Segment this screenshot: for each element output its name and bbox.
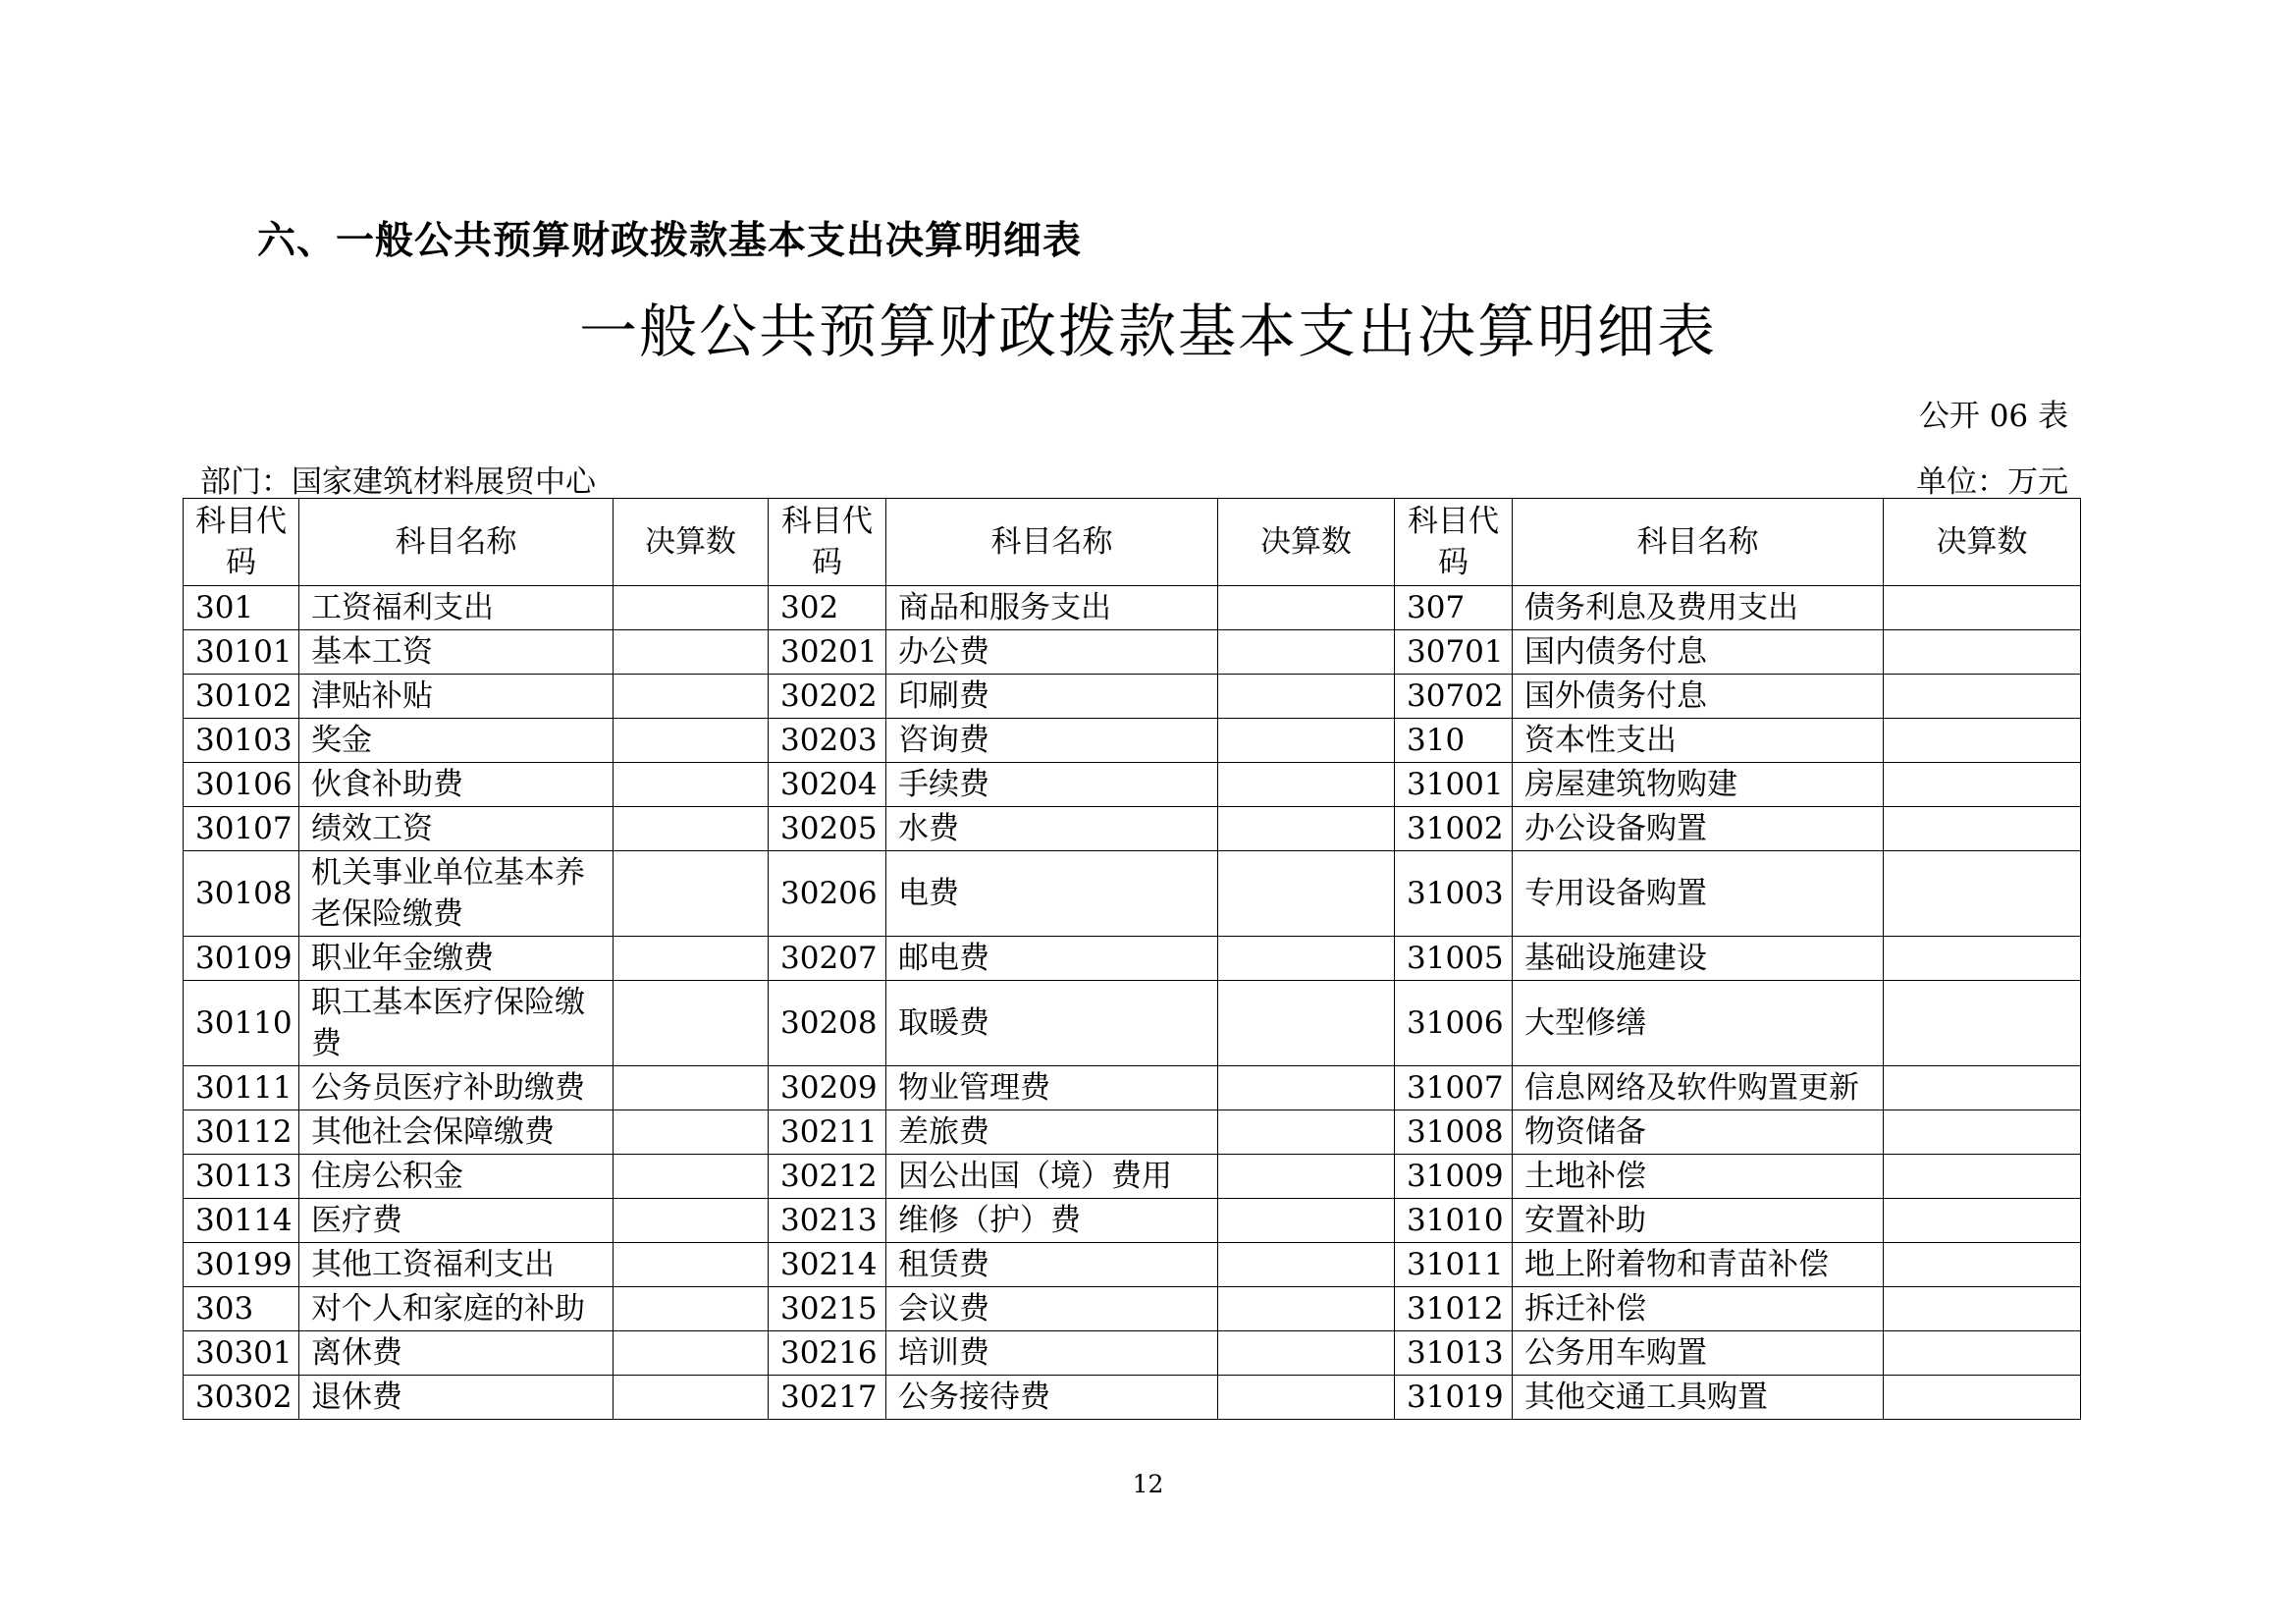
cell-code-3: 30702	[1395, 675, 1513, 719]
cell-code-1: 30109	[184, 937, 299, 981]
table-row	[184, 586, 2081, 630]
cell-name-2: 会议费	[886, 1287, 1218, 1331]
cell-amount-1	[614, 719, 769, 763]
cell-amount-1	[614, 1155, 769, 1199]
header-name-3: 科目名称	[1513, 499, 1884, 586]
cell-amount-2	[1218, 763, 1395, 807]
cell-name-3: 办公设备购置	[1513, 807, 1884, 851]
cell-amount-3	[1884, 1110, 2081, 1155]
cell-code-3: 31013	[1395, 1331, 1513, 1376]
cell-code-2: 30213	[769, 1199, 886, 1243]
cell-amount-2	[1218, 807, 1395, 851]
cell-code-3: 31012	[1395, 1287, 1513, 1331]
cell-amount-2	[1218, 1243, 1395, 1287]
cell-amount-2	[1218, 1331, 1395, 1376]
cell-amount-3	[1884, 1243, 2081, 1287]
cell-name-2: 办公费	[886, 630, 1218, 675]
cell-code-3: 31003	[1395, 851, 1513, 937]
cell-name-2: 咨询费	[886, 719, 1218, 763]
cell-amount-1	[614, 1110, 769, 1155]
table-row	[184, 1110, 2081, 1155]
table-row	[184, 1376, 2081, 1420]
cell-amount-1	[614, 851, 769, 937]
cell-amount-1	[614, 1331, 769, 1376]
cell-amount-1	[614, 630, 769, 675]
table-row	[184, 719, 2081, 763]
cell-code-3: 30701	[1395, 630, 1513, 675]
cell-amount-2	[1218, 719, 1395, 763]
cell-name-3: 国外债务付息	[1513, 675, 1884, 719]
form-number: 公开 06 表	[1918, 399, 2068, 434]
cell-code-2: 302	[769, 586, 886, 630]
cell-code-2: 30212	[769, 1155, 886, 1199]
cell-name-1: 住房公积金	[299, 1155, 614, 1199]
cell-name-2: 电费	[886, 851, 1218, 937]
cell-code-3: 31007	[1395, 1066, 1513, 1110]
table-row	[184, 1199, 2081, 1243]
cell-code-3: 31002	[1395, 807, 1513, 851]
table-row	[184, 675, 2081, 719]
table-row	[184, 1243, 2081, 1287]
header-name-2: 科目名称	[886, 499, 1218, 586]
cell-amount-3	[1884, 675, 2081, 719]
table-header-row	[184, 499, 2081, 586]
cell-code-2: 30207	[769, 937, 886, 981]
cell-name-3: 安置补助	[1513, 1199, 1884, 1243]
cell-amount-2	[1218, 630, 1395, 675]
cell-amount-3	[1884, 1287, 2081, 1331]
header-code-1: 科目代码	[184, 499, 299, 586]
cell-amount-1	[614, 763, 769, 807]
cell-code-3: 307	[1395, 586, 1513, 630]
table-row	[184, 630, 2081, 675]
cell-name-1: 基本工资	[299, 630, 614, 675]
cell-name-3: 拆迁补偿	[1513, 1287, 1884, 1331]
cell-name-2: 培训费	[886, 1331, 1218, 1376]
cell-name-1: 其他工资福利支出	[299, 1243, 614, 1287]
cell-amount-3	[1884, 719, 2081, 763]
table-row	[184, 807, 2081, 851]
cell-amount-3	[1884, 981, 2081, 1066]
cell-code-2: 30216	[769, 1331, 886, 1376]
cell-name-2: 维修（护）费	[886, 1199, 1218, 1243]
cell-amount-2	[1218, 937, 1395, 981]
cell-name-3: 基础设施建设	[1513, 937, 1884, 981]
cell-amount-2	[1218, 586, 1395, 630]
cell-code-2: 30204	[769, 763, 886, 807]
table-row	[184, 937, 2081, 981]
cell-code-2: 30202	[769, 675, 886, 719]
cell-amount-1	[614, 675, 769, 719]
cell-name-3: 信息网络及软件购置更新	[1513, 1066, 1884, 1110]
cell-code-2: 30203	[769, 719, 886, 763]
cell-amount-1	[614, 807, 769, 851]
expenditure-detail-table	[183, 498, 2081, 1420]
header-amount-1: 决算数	[614, 499, 769, 586]
cell-name-1: 工资福利支出	[299, 586, 614, 630]
unit-label: 单位：万元	[1916, 464, 2068, 500]
cell-name-3: 其他交通工具购置	[1513, 1376, 1884, 1420]
cell-name-3: 国内债务付息	[1513, 630, 1884, 675]
cell-code-2: 30211	[769, 1110, 886, 1155]
table-row	[184, 1287, 2081, 1331]
cell-code-3: 31019	[1395, 1376, 1513, 1420]
cell-code-1: 30199	[184, 1243, 299, 1287]
table-body	[184, 586, 2081, 1420]
cell-code-3: 31009	[1395, 1155, 1513, 1199]
table-row	[184, 1066, 2081, 1110]
cell-amount-3	[1884, 851, 2081, 937]
cell-amount-1	[614, 586, 769, 630]
cell-amount-2	[1218, 1287, 1395, 1331]
cell-name-3: 债务利息及费用支出	[1513, 586, 1884, 630]
cell-amount-3	[1884, 937, 2081, 981]
cell-amount-2	[1218, 1376, 1395, 1420]
cell-code-1: 30112	[184, 1110, 299, 1155]
cell-amount-1	[614, 1376, 769, 1420]
header-name-1: 科目名称	[299, 499, 614, 586]
cell-amount-3	[1884, 630, 2081, 675]
cell-code-2: 30209	[769, 1066, 886, 1110]
cell-amount-3	[1884, 1155, 2081, 1199]
cell-name-3: 资本性支出	[1513, 719, 1884, 763]
cell-amount-2	[1218, 1155, 1395, 1199]
cell-amount-3	[1884, 807, 2081, 851]
cell-amount-1	[614, 1199, 769, 1243]
cell-name-1: 离休费	[299, 1331, 614, 1376]
cell-name-2: 取暖费	[886, 981, 1218, 1066]
cell-code-1: 30107	[184, 807, 299, 851]
cell-name-1: 对个人和家庭的补助	[299, 1287, 614, 1331]
cell-code-1: 30102	[184, 675, 299, 719]
cell-code-2: 30214	[769, 1243, 886, 1287]
cell-code-1: 30113	[184, 1155, 299, 1199]
cell-name-2: 邮电费	[886, 937, 1218, 981]
header-code-3: 科目代码	[1395, 499, 1513, 586]
section-heading: 六、一般公共预算财政拨款基本支出决算明细表	[257, 219, 1083, 263]
header-amount-2: 决算数	[1218, 499, 1395, 586]
cell-code-2: 30201	[769, 630, 886, 675]
cell-name-1: 职业年金缴费	[299, 937, 614, 981]
cell-name-1: 公务员医疗补助缴费	[299, 1066, 614, 1110]
cell-name-2: 水费	[886, 807, 1218, 851]
cell-name-2: 物业管理费	[886, 1066, 1218, 1110]
cell-code-1: 30111	[184, 1066, 299, 1110]
department-label: 部门：国家建筑材料展贸中心	[200, 464, 596, 500]
cell-code-2: 30208	[769, 981, 886, 1066]
cell-code-1: 30110	[184, 981, 299, 1066]
cell-name-1: 机关事业单位基本养老保险缴费	[299, 851, 614, 937]
cell-amount-1	[614, 1066, 769, 1110]
cell-amount-3	[1884, 1199, 2081, 1243]
cell-amount-2	[1218, 675, 1395, 719]
cell-amount-3	[1884, 1376, 2081, 1420]
table-row	[184, 981, 2081, 1066]
cell-code-1: 301	[184, 586, 299, 630]
cell-name-3: 专用设备购置	[1513, 851, 1884, 937]
cell-code-1: 303	[184, 1287, 299, 1331]
header-code-2: 科目代码	[769, 499, 886, 586]
cell-name-1: 伙食补助费	[299, 763, 614, 807]
cell-name-2: 差旅费	[886, 1110, 1218, 1155]
cell-name-1: 津贴补贴	[299, 675, 614, 719]
cell-name-2: 商品和服务支出	[886, 586, 1218, 630]
cell-amount-2	[1218, 981, 1395, 1066]
cell-code-3: 31001	[1395, 763, 1513, 807]
cell-name-1: 退休费	[299, 1376, 614, 1420]
cell-code-2: 30217	[769, 1376, 886, 1420]
table-row	[184, 763, 2081, 807]
page-number: 12	[1132, 1470, 1164, 1498]
cell-name-2: 公务接待费	[886, 1376, 1218, 1420]
cell-code-3: 31008	[1395, 1110, 1513, 1155]
cell-name-3: 地上附着物和青苗补偿	[1513, 1243, 1884, 1287]
cell-amount-2	[1218, 851, 1395, 937]
cell-name-2: 因公出国（境）费用	[886, 1155, 1218, 1199]
cell-name-1: 医疗费	[299, 1199, 614, 1243]
cell-code-3: 31006	[1395, 981, 1513, 1066]
cell-code-1: 30101	[184, 630, 299, 675]
cell-amount-3	[1884, 1066, 2081, 1110]
cell-name-3: 大型修缮	[1513, 981, 1884, 1066]
cell-name-3: 房屋建筑物购建	[1513, 763, 1884, 807]
table-row	[184, 1331, 2081, 1376]
cell-amount-3	[1884, 586, 2081, 630]
cell-code-1: 30106	[184, 763, 299, 807]
cell-amount-1	[614, 937, 769, 981]
cell-name-1: 奖金	[299, 719, 614, 763]
cell-code-1: 30114	[184, 1199, 299, 1243]
cell-code-1: 30108	[184, 851, 299, 937]
cell-amount-2	[1218, 1199, 1395, 1243]
table-row	[184, 851, 2081, 937]
cell-name-2: 租赁费	[886, 1243, 1218, 1287]
cell-amount-1	[614, 981, 769, 1066]
cell-amount-3	[1884, 1331, 2081, 1376]
cell-amount-3	[1884, 763, 2081, 807]
cell-code-3: 31005	[1395, 937, 1513, 981]
cell-name-1: 其他社会保障缴费	[299, 1110, 614, 1155]
cell-name-1: 绩效工资	[299, 807, 614, 851]
cell-code-3: 31010	[1395, 1199, 1513, 1243]
cell-amount-2	[1218, 1066, 1395, 1110]
cell-name-2: 手续费	[886, 763, 1218, 807]
cell-code-1: 30103	[184, 719, 299, 763]
cell-amount-1	[614, 1243, 769, 1287]
cell-code-3: 31011	[1395, 1243, 1513, 1287]
page-title: 一般公共预算财政拨款基本支出决算明细表	[578, 298, 1717, 365]
cell-code-2: 30205	[769, 807, 886, 851]
cell-code-2: 30206	[769, 851, 886, 937]
cell-name-3: 物资储备	[1513, 1110, 1884, 1155]
table-row	[184, 1155, 2081, 1199]
cell-code-1: 30302	[184, 1376, 299, 1420]
cell-name-3: 土地补偿	[1513, 1155, 1884, 1199]
cell-code-2: 30215	[769, 1287, 886, 1331]
cell-name-3: 公务用车购置	[1513, 1331, 1884, 1376]
cell-name-1: 职工基本医疗保险缴费	[299, 981, 614, 1066]
cell-code-1: 30301	[184, 1331, 299, 1376]
cell-amount-1	[614, 1287, 769, 1331]
cell-name-2: 印刷费	[886, 675, 1218, 719]
cell-amount-2	[1218, 1110, 1395, 1155]
header-amount-3: 决算数	[1884, 499, 2081, 586]
cell-code-3: 310	[1395, 719, 1513, 763]
